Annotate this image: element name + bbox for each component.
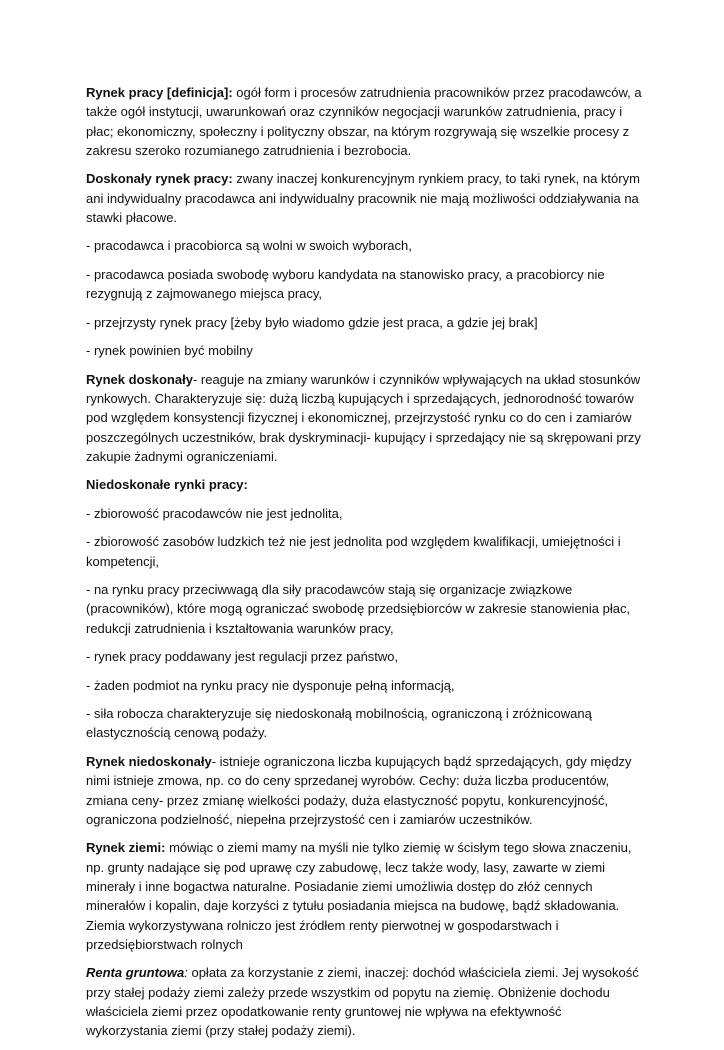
term-colon: : [184, 965, 188, 981]
paragraph-perfect-labor-market [86, 169, 646, 227]
list-item [86, 676, 646, 695]
paragraph-text: - przejrzysty rynek pracy [żeby było wiadomo gdzie jest praca, a gdzie jej brak] [86, 314, 538, 330]
section-heading [86, 475, 646, 494]
list-item [86, 532, 646, 571]
paragraph-text: - pracodawca i pracobiorca są wolni w swoich wyborach, [86, 238, 412, 254]
term-label: Doskonały rynek pracy: [86, 171, 233, 187]
paragraph-imperfect-market [86, 752, 646, 829]
paragraph-text: - żaden podmiot na rynku pracy nie dysponuje pełną informacją, [86, 677, 455, 693]
document-page [86, 83, 646, 1050]
paragraph-text: mówiąc o ziemi mamy na myśli nie tylko ziemię w ścisłym tego słowa znaczeniu, np. grunty nadające się pod uprawę czy zabudowę, lecz także wody, lasy, zawarte w ziemi minerały i inne bogactwa naturalne. Posiadanie ziemi umożliwia dostęp do złóż cennych minerałów i kopalin, daje korzyści z tytułu posiadania miejsca na budowę, bądź składowania. Ziemia wykorzystywana rolniczo jest źródłem renty pierwotnej w gospodarstwach i przedsiębiorstwach rolnych [86, 840, 632, 952]
term-label: Rynek doskonały [86, 371, 193, 387]
paragraph-perfect-market [86, 370, 646, 466]
list-item [86, 580, 646, 638]
term-label: Rynek niedoskonały [86, 753, 212, 769]
paragraph-text: - rynek powinien być mobilny [86, 343, 253, 359]
list-item [86, 313, 646, 332]
paragraph-text: - zbiorowość zasobów ludzkich też nie jest jednolita pod względem kwalifikacji, umiejętności i kompetencji, [86, 534, 621, 569]
paragraph-ground-rent [86, 963, 646, 1040]
term-label: Niedoskonałe rynki pracy: [86, 477, 248, 493]
paragraph-text: - na rynku pracy przeciwwagą dla siły pracodawców stają się organizacje związkowe (pracowników), które mogą ograniczać swobodę przedsiębiorców w zakresie stanowienia płac, redukcji zatrudnienia i kształtowania warunków pracy, [86, 582, 631, 636]
term-label: Renta gruntowa [86, 965, 185, 981]
paragraph-text: - pracodawca posiada swobodę wyboru kandydata na stanowisko pracy, a pracobiorcy nie rezygnują z zajmowanego miejsca pracy, [86, 266, 605, 302]
list-item [86, 704, 646, 743]
list-item [86, 647, 646, 666]
paragraph-text: - zbiorowość pracodawców nie jest jednolita, [86, 505, 343, 521]
paragraph-text: opłata za korzystanie z ziemi, inaczej: dochód właściciela ziemi. Jej wysokość przy stałej podaży ziemi zależy przede wszystkim od popytu na ziemię. Obniżenie dochodu właściciela ziemi przez opodatkowanie renty gruntowej nie wpływa na efektywność wykorzystania ziemi (przy stałej podaży ziemi). [86, 965, 639, 1039]
list-item [86, 504, 646, 523]
term-label: Rynek ziemi: [86, 840, 166, 856]
list-item [86, 236, 646, 255]
paragraph-text: ogół form i procesów zatrudnienia pracowników przez pracodawców, a także ogół instytucji, uwarunkowań oraz czynników negocjacji warunków zatrudnienia, pracy i płac; ekonomiczny, społeczny i polityczny obszar, na którym rozgrywają się wszelkie procesy z zakresu szeroko rozumianego zatrudnienia i bezrobocia. [86, 85, 642, 158]
paragraph-land-market [86, 838, 646, 954]
term-label: Rynek pracy [definicja]: [86, 85, 233, 100]
list-item [86, 341, 646, 360]
paragraph-text: - istnieje ograniczona liczba kupujących bądź sprzedających, gdy między nimi istnieje zmowa, np. co do ceny sprzedanej wyrobów. Cechy: duża liczba producentów, zmiana ceny- przez zmianę wielkości podaży, duża elastyczność popytu, konkurencyjność, ograniczona podzielność, niepełna przejrzystość cen i zamiarów uczestników. [86, 753, 632, 827]
list-item [86, 265, 646, 304]
paragraph-text: zwany inaczej konkurencyjnym rynkiem pracy, to taki rynek, na którym ani indywidualny pracodawca ani indywidualny pracownik nie mają możliwości oddziaływania na stawki płacowe. [86, 171, 640, 225]
paragraph-text: - rynek pracy poddawany jest regulacji przez państwo, [86, 649, 399, 665]
paragraph-text: - siła robocza charakteryzuje się niedoskonałą mobilnością, ograniczoną i zróżnicowaną elastycznością cenową podaży. [86, 706, 592, 741]
paragraph-definition [86, 83, 646, 160]
paragraph-text: - reaguje na zmiany warunków i czynników wpływających na układ stosunków rynkowych. Charakteryzuje się: dużą liczbą kupujących i sprzedających, jednorodność towarów pod względem konsystencji fizycznej i ekonomicznej, przejrzystość rynku co do cen i zamiarów poszczególnych uczestników, brak dyskryminacji- kupujący i sprzedający nie są skrępowani przy zakupie żadnymi ograniczeniami. [86, 371, 641, 464]
